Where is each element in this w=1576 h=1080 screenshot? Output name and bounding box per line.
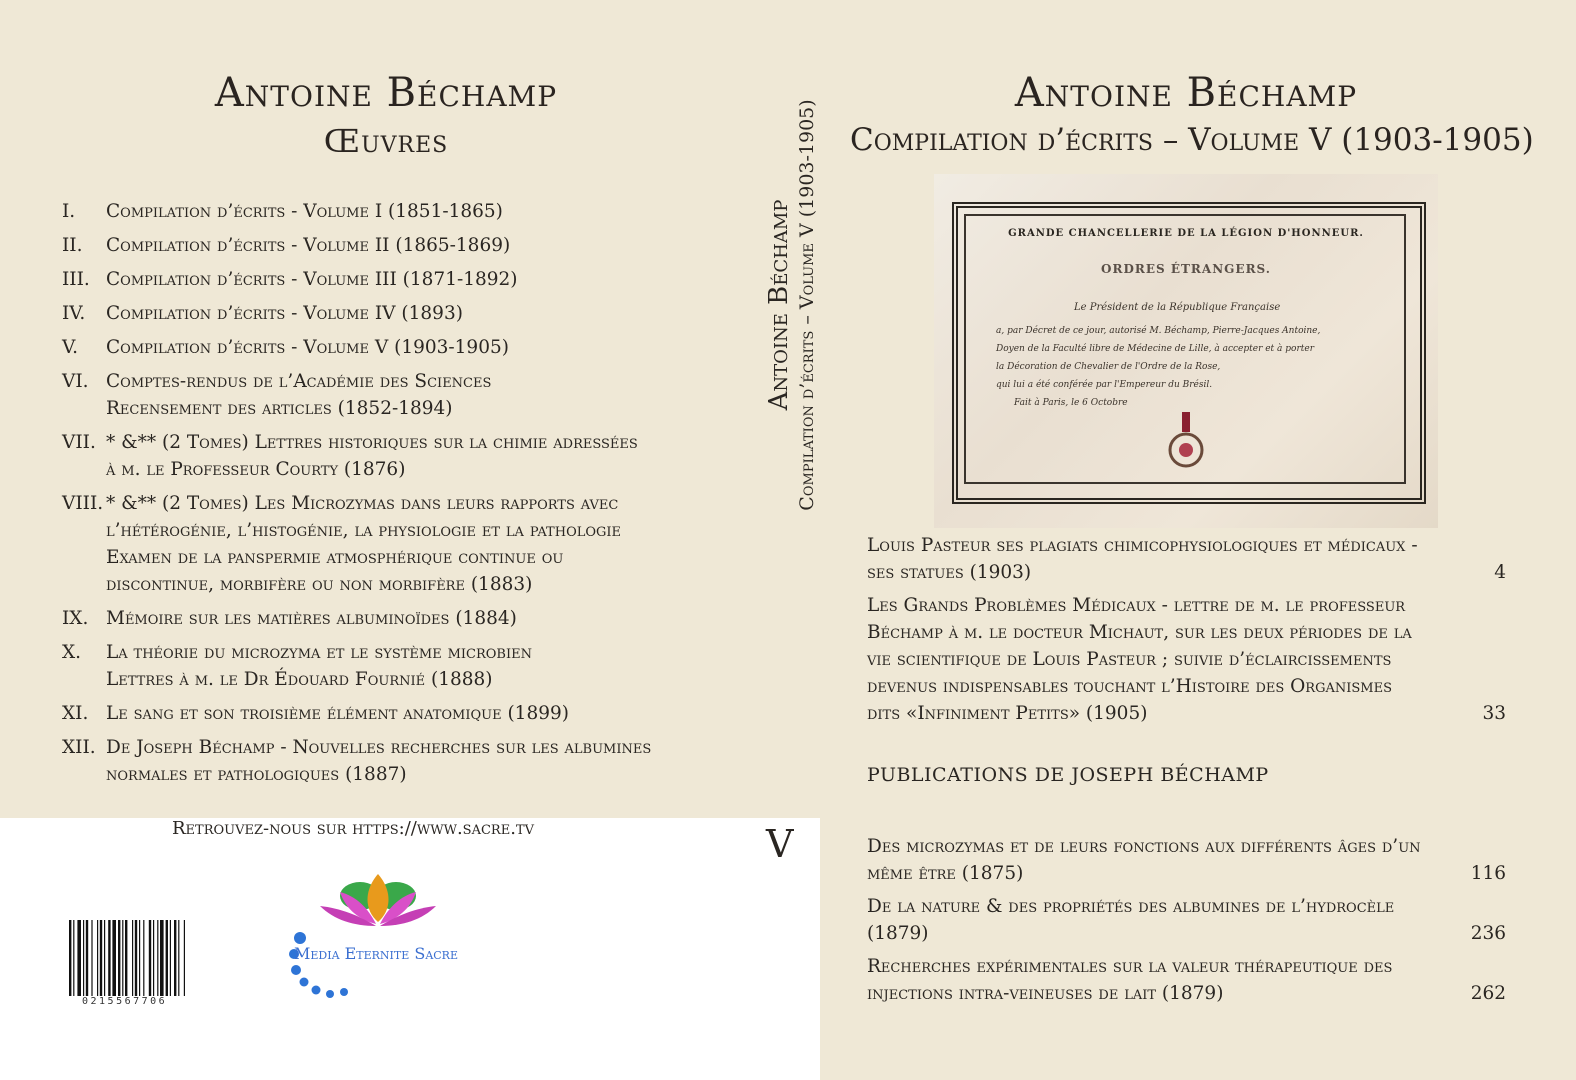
spine	[764, 85, 824, 525]
works-list-number: I.	[62, 201, 76, 222]
barcode-bar	[73, 920, 74, 996]
back-subtitle: Œuvres	[323, 122, 449, 160]
diploma-line: Doyen de la Faculté libre de Médecine de Lille, à accepter et à porter	[996, 344, 1314, 354]
works-list-item	[62, 368, 712, 422]
barcode-bar	[77, 920, 81, 996]
diploma-image	[934, 174, 1438, 528]
works-list-item	[62, 639, 712, 693]
barcode-bar	[157, 920, 158, 996]
contents-line	[867, 833, 1506, 860]
barcode-bar	[184, 920, 185, 996]
works-list-item	[62, 734, 712, 788]
diploma-line: qui lui a été conférée par l'Empereur du Brésil.	[996, 380, 1213, 390]
works-list-item	[62, 429, 712, 483]
barcode	[67, 920, 225, 998]
barcode-bar	[139, 920, 140, 996]
front-volume-title: Compilation d’écrits – Volume V (1903-1905)	[850, 122, 1534, 158]
works-list-line: Mémoire sur les matières albuminoïdes (1884)	[106, 608, 517, 629]
contents-line	[867, 893, 1506, 920]
works-list-item	[62, 334, 712, 361]
contents-line	[867, 646, 1506, 673]
diploma-subheading: ORDRES ÉTRANGERS.	[1101, 262, 1271, 276]
works-list-number: IV.	[62, 303, 86, 324]
publisher-logo-text: Media Eternite Sacre	[294, 944, 458, 963]
contents-line	[867, 619, 1506, 646]
works-list-number: III.	[62, 269, 90, 290]
contents-text: Les Grands Problèmes Médicaux - lettre de m. le professeur	[867, 595, 1406, 616]
diploma-line: Fait à Paris, le 6 Octobre	[1014, 398, 1128, 408]
contents-line	[867, 559, 1506, 586]
contents-line	[867, 592, 1506, 619]
works-list-line: l’hétérogénie, l’histogénie, la physiologie et la pathologie	[106, 520, 622, 541]
works-list-line: Comptes-rendus de l’Académie des Sciences	[106, 371, 492, 392]
works-list-text	[106, 232, 712, 259]
contents-line	[867, 860, 1506, 887]
barcode-bar	[153, 920, 154, 996]
works-list-line: Le sang et son troisième élément anatomique (1899)	[106, 703, 569, 724]
barcode-bar	[69, 920, 71, 996]
contents-entry	[867, 833, 1506, 887]
works-list-number: XI.	[62, 703, 89, 724]
website-link: Retrouvez-nous sur https://www.sacre.tv	[172, 818, 534, 839]
works-list-number: VI.	[62, 371, 89, 392]
section-heading: PUBLICATIONS DE JOSEPH BÉCHAMP	[867, 764, 1269, 786]
contents-text: injections intra-veineuses de lait (1879)	[867, 983, 1224, 1004]
works-list-text	[106, 490, 712, 598]
barcode-bar	[135, 920, 137, 996]
barcode-bar	[83, 920, 84, 996]
back-author-title: Antoine Béchamp	[214, 70, 558, 116]
works-list-line: * &** (2 Tomes) Les Microzymas dans leurs rapports avec	[106, 493, 619, 514]
contents-entry	[867, 532, 1506, 586]
works-list-line: discontinue, morbifère ou non morbifère (1883)	[106, 574, 533, 595]
front-contents	[867, 532, 1506, 733]
works-list-number: VII.	[62, 432, 96, 453]
page-number: 4	[1494, 562, 1506, 583]
barcode-bar	[108, 920, 110, 996]
works-list-line: Compilation d’écrits - Volume II (1865-1869)	[106, 235, 511, 256]
works-list-line: * &** (2 Tomes) Lettres historiques sur la chimie adressées	[106, 432, 638, 453]
barcode-bar	[97, 920, 98, 996]
works-list-number: V.	[62, 337, 79, 358]
works-list-line: De Joseph Béchamp - Nouvelles recherches sur les albumines	[106, 737, 652, 758]
contents-text: Béchamp à m. le docteur Michaut, sur les deux périodes de la	[867, 622, 1412, 643]
works-list-text	[106, 334, 712, 361]
contents-entry	[867, 592, 1506, 727]
contents-text: ses statues (1903)	[867, 562, 1032, 583]
diploma-line: a, par Décret de ce jour, autorisé M. Béchamp, Pierre-Jacques Antoine,	[996, 326, 1321, 336]
barcode-bar	[86, 920, 88, 996]
works-list-number: VIII.	[62, 493, 104, 514]
works-list-text	[106, 605, 712, 632]
page-number: 116	[1470, 863, 1506, 884]
works-list-text	[106, 429, 712, 483]
works-list-text	[106, 734, 712, 788]
works-list-line: Compilation d’écrits - Volume I (1851-1865)	[106, 201, 503, 222]
diploma-line: la Décoration de Chevalier de l'Ordre de la Rose,	[996, 362, 1221, 372]
works-list-line: Lettres à m. le Dr Édouard Fournié (1888)	[106, 669, 493, 690]
barcode-bar	[104, 920, 105, 996]
publisher-logo-icon	[280, 866, 480, 1006]
contents-text: vie scientifique de Louis Pasteur ; suivie d’éclaircissements	[867, 649, 1392, 670]
barcode-bar	[118, 920, 120, 996]
contents-text: Des microzymas et de leurs fonctions aux différents âges d’un	[867, 836, 1421, 857]
barcode-number: 0215567706	[82, 996, 168, 1007]
contents-text: devenus indispensables touchant l’Histoire des Organismes	[867, 676, 1392, 697]
works-list-line: Compilation d’écrits - Volume V (1903-1905)	[106, 337, 509, 358]
works-list-number: X.	[62, 642, 82, 663]
works-list-text	[106, 368, 712, 422]
works-list-text	[106, 639, 712, 693]
contents-text: De la nature & des propriétés des albumines de l’hydrocèle	[867, 896, 1395, 917]
barcode-bar	[160, 920, 164, 996]
contents-text: dits «Infiniment Petits» (1905)	[867, 703, 1148, 724]
contents-text: Recherches expérimentales sur la valeur thérapeutique des	[867, 956, 1393, 977]
barcode-bar	[166, 920, 168, 996]
contents-line	[867, 920, 1506, 947]
works-list-item	[62, 300, 712, 327]
contents-text: même être (1875)	[867, 863, 1024, 884]
page-number: 33	[1482, 703, 1506, 724]
works-list-line: normales et pathologiques (1887)	[106, 764, 407, 785]
works-list-item	[62, 198, 712, 225]
works-list-text	[106, 266, 712, 293]
contents-text: (1879)	[867, 923, 929, 944]
works-list-item	[62, 700, 712, 727]
contents-entry	[867, 953, 1506, 1007]
page-number: 262	[1470, 983, 1506, 1004]
front-author-title: Antoine Béchamp	[1014, 70, 1358, 116]
works-list-number: XII.	[62, 737, 96, 758]
barcode-bar	[100, 920, 102, 996]
contents-entry	[867, 893, 1506, 947]
medal-icon	[1164, 412, 1208, 476]
works-list-text	[106, 700, 712, 727]
spine-title: Compilation d’écrits – Volume V (1903-1905)	[796, 99, 818, 511]
works-list-line: Examen de la panspermie atmosphérique continue ou	[106, 547, 564, 568]
barcode-bar	[125, 920, 127, 996]
diploma-line: Le Président de la République Française	[1074, 302, 1281, 313]
volume-badge: V	[766, 822, 794, 866]
works-list-item	[62, 266, 712, 293]
works-list-item	[62, 605, 712, 632]
contents-text: Louis Pasteur ses plagiats chimicophysiologiques et médicaux -	[867, 535, 1418, 556]
contents-line	[867, 673, 1506, 700]
works-list-line: à m. le Professeur Courty (1876)	[106, 459, 406, 480]
works-list-item	[62, 232, 712, 259]
barcode-bar	[143, 920, 144, 996]
works-list-line: Recensement des articles (1852-1894)	[106, 398, 453, 419]
works-list-item	[62, 490, 712, 598]
works-list-text	[106, 198, 712, 225]
page-number: 236	[1470, 923, 1506, 944]
barcode-bar	[170, 920, 171, 996]
contents-line	[867, 980, 1506, 1007]
barcode-bar	[112, 920, 116, 996]
barcode-bar	[122, 920, 123, 996]
works-list-text	[106, 300, 712, 327]
barcode-bar	[132, 920, 133, 996]
works-list-number: IX.	[62, 608, 89, 629]
works-list-line: Compilation d’écrits - Volume III (1871-1892)	[106, 269, 518, 290]
barcode-bar	[91, 920, 92, 996]
works-list-line: Compilation d’écrits - Volume IV (1893)	[106, 303, 463, 324]
works-list-line: La théorie du microzyma et le système microbien	[106, 642, 532, 663]
contents-line	[867, 700, 1506, 727]
barcode-bar	[149, 920, 151, 996]
barcode-bar	[178, 920, 179, 996]
section-contents	[867, 833, 1506, 1013]
diploma-heading: GRANDE CHANCELLERIE DE LA LÉGION D'HONNEUR.	[1008, 228, 1364, 239]
contents-line	[867, 953, 1506, 980]
spine-author: Antoine Béchamp	[764, 199, 794, 411]
works-list-number: II.	[62, 235, 83, 256]
contents-line	[867, 532, 1506, 559]
barcode-bar	[174, 920, 176, 996]
works-list	[62, 198, 712, 795]
